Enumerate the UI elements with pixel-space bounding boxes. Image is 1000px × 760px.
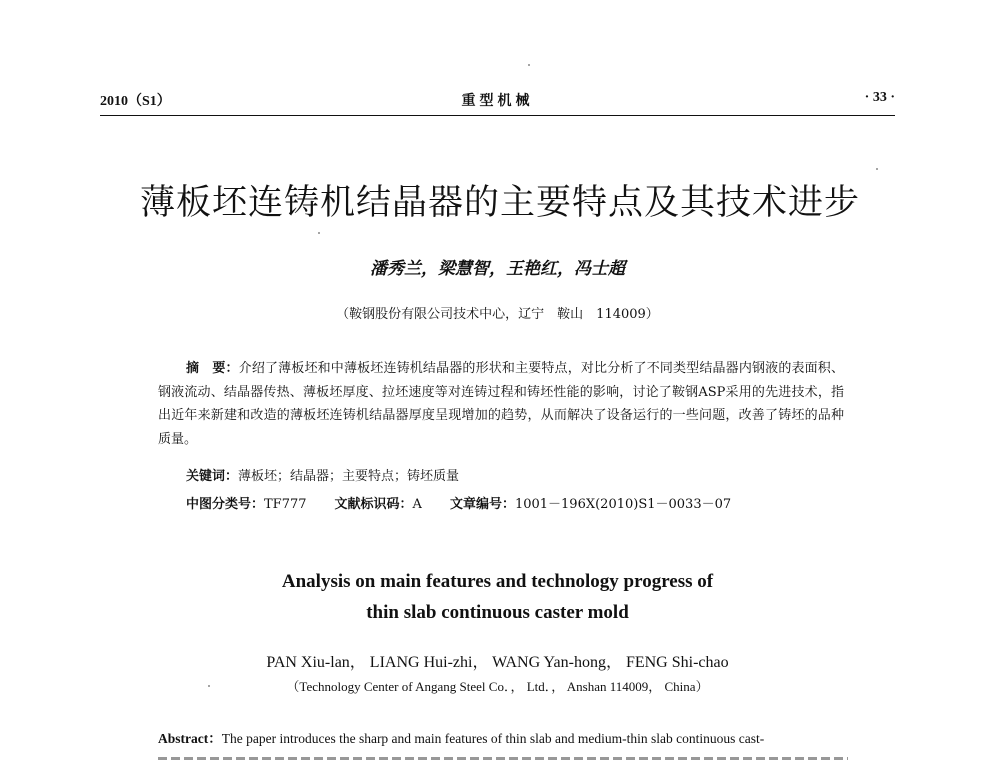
clc-label: 中图分类号： (186, 497, 265, 512)
running-header (100, 90, 895, 112)
scan-speck (208, 685, 210, 687)
page-number: · 33 · (864, 90, 895, 105)
paper-title-en-line2: thin slab continuous caster mold (366, 602, 629, 623)
header-divider (100, 115, 895, 116)
doc-code-label: 文献标识码： (334, 497, 413, 512)
abstract-cn (158, 357, 844, 451)
abstract-en (158, 727, 848, 747)
abstract-text-en: The paper introduces the sharp and main features of thin slab and medium-thin slab continuous cast- (221, 731, 765, 746)
keywords-cn (186, 465, 846, 484)
journal-name: 重型机械 (461, 94, 534, 109)
scan-speck (876, 168, 878, 170)
affiliation-cn: （鞍钢股份有限公司技术中心，辽宁 鞍山 114009） (336, 307, 659, 322)
keywords-text: 薄板坯；结晶器；主要特点；铸坯质量 (238, 469, 460, 484)
paper-title-cn: 薄板坯连铸机结晶器的主要特点及其技术进步 (139, 183, 860, 223)
scan-speck (318, 232, 320, 234)
affiliation-en: （Technology Center of Angang Steel Co．， Ltd．， Anshan 114009， China） (286, 679, 709, 694)
abstract-label-cn: 摘 要： (186, 361, 239, 376)
paper-title-en (100, 566, 895, 628)
authors-en: PAN Xiu-lan， LIANG Hui-zhi， WANG Yan-hong， FENG Shi-chao (266, 654, 729, 671)
keywords-label: 关键词： (186, 469, 239, 484)
scan-speck (528, 64, 530, 66)
abstract-label-en: Abstract： (158, 731, 222, 746)
article-number-label: 文章编号： (449, 497, 515, 512)
issue-label: 2010（S1） (100, 94, 171, 109)
clc-value: TF777 (264, 497, 307, 512)
cropped-text-line (158, 752, 848, 760)
classification-line (186, 493, 846, 512)
article-number-value: 1001－196X(2010)S1－0033－07 (514, 497, 732, 512)
paper-title-en-line1: Analysis on main features and technology progress of (281, 571, 714, 592)
abstract-text-cn: 介绍了薄板坯和中薄板坯连铸机结晶器的形状和主要特点，对比分析了不同类型结晶器内钢液的表面积、钢液流动、结晶器传热、薄板坯厚度、拉坯速度等对连铸过程和铸坯性能的影响，讨论了鞍钢ASP采用的先进技术，指出近年来新建和改造的薄板坯连铸机结晶器厚度呈现增加的趋势，从而解决了设备运行的一些问题，改善了铸坯的品种质量。 (158, 361, 844, 447)
doc-code-value: A (412, 497, 422, 512)
authors-cn: 潘秀兰，梁慧智，王艳红，冯士超 (370, 259, 625, 279)
